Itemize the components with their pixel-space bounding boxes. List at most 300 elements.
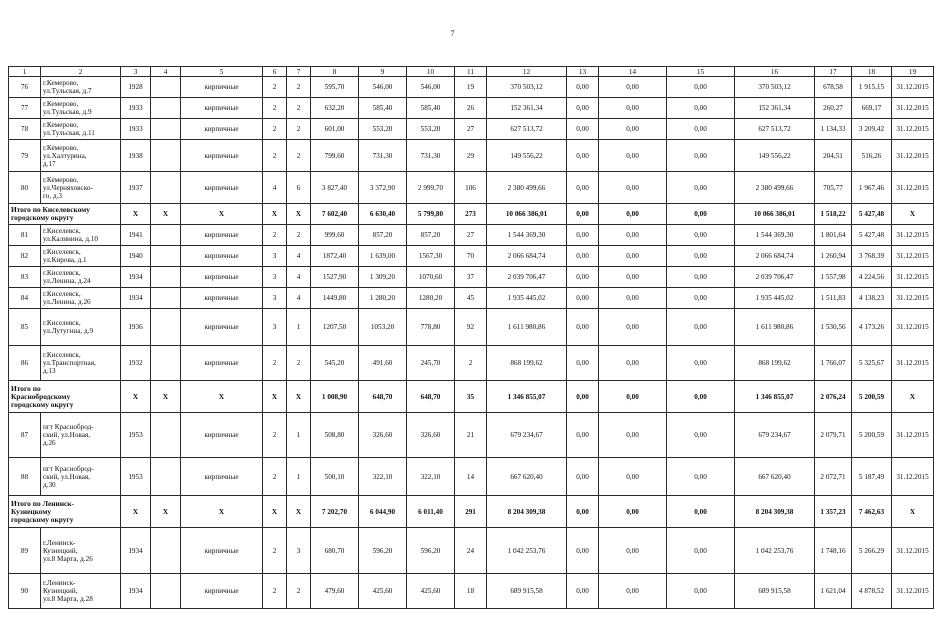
column-header: 14	[599, 67, 667, 77]
table-cell: 80	[9, 172, 41, 204]
table-cell: 5 427,48	[852, 204, 892, 225]
table-cell: 0,00	[667, 77, 735, 98]
table-cell: 6 044,90	[359, 496, 407, 528]
table-cell: 1 611 980,86	[487, 309, 567, 346]
table-cell: 516,26	[852, 140, 892, 172]
table-cell: 857,20	[407, 225, 455, 246]
table-cell: 4 224,56	[852, 267, 892, 288]
table-cell: X	[263, 204, 287, 225]
table-cell: 0,00	[567, 98, 599, 119]
table-cell: 2	[263, 77, 287, 98]
table-cell: 0,00	[567, 346, 599, 381]
table-cell: 322,10	[407, 458, 455, 496]
table-cell: 2	[263, 225, 287, 246]
table-cell: 0,00	[567, 246, 599, 267]
table-cell: 90	[9, 574, 41, 609]
table-row	[9, 119, 934, 140]
table-cell: 1932	[121, 346, 151, 381]
table-cell: 2	[263, 458, 287, 496]
table-cell: 627 513,72	[487, 119, 567, 140]
table-cell: 2	[287, 140, 311, 172]
table-cell: 245,70	[407, 346, 455, 381]
table-cell: 0,00	[667, 309, 735, 346]
table-cell: 648,70	[359, 381, 407, 413]
table-cell: 370 503,12	[487, 77, 567, 98]
table-cell: 0,00	[667, 98, 735, 119]
table-cell: 868 199,62	[487, 346, 567, 381]
table-cell: 106	[455, 172, 487, 204]
table-cell: 86	[9, 346, 41, 381]
table-cell: 83	[9, 267, 41, 288]
table-cell: 326,60	[359, 413, 407, 458]
table-cell: 3	[263, 267, 287, 288]
table-cell: 0,00	[667, 119, 735, 140]
table-cell: 88	[9, 458, 41, 496]
table-row	[9, 458, 934, 496]
table-cell: 87	[9, 413, 41, 458]
table-cell: 31.12.2015	[892, 288, 934, 309]
table-cell: 149 556,22	[487, 140, 567, 172]
table-cell	[151, 77, 181, 98]
table-cell: 6 630,40	[359, 204, 407, 225]
table-cell: 31.12.2015	[892, 119, 934, 140]
table-cell: 370 503,12	[735, 77, 815, 98]
table-cell: 0,00	[599, 458, 667, 496]
table-cell: 5 325,67	[852, 346, 892, 381]
table-cell: 26	[455, 98, 487, 119]
table-cell: кирпичные	[181, 288, 263, 309]
table-cell	[151, 346, 181, 381]
table-cell: 152 361,34	[487, 98, 567, 119]
table-cell: 0,00	[567, 413, 599, 458]
table-cell: 500,10	[311, 458, 359, 496]
table-cell: г.Кемерово, ул.Халтурина, д.17	[41, 140, 121, 172]
table-cell: 0,00	[667, 288, 735, 309]
table-cell: 2 039 706,47	[487, 267, 567, 288]
table-cell: 31.12.2015	[892, 98, 934, 119]
column-header: 13	[567, 67, 599, 77]
column-header: 16	[735, 67, 815, 77]
table-cell: 4	[287, 267, 311, 288]
table-cell: 77	[9, 98, 41, 119]
table-cell: г.Ленинск- Кузнецкий, ул.8 Марта, д.26	[41, 528, 121, 574]
table-cell: 3 827,40	[311, 172, 359, 204]
table-cell: 595,70	[311, 77, 359, 98]
table-cell: X	[151, 204, 181, 225]
table-cell: 78	[9, 119, 41, 140]
table-cell: 8 204 309,38	[487, 496, 567, 528]
table-cell: 0,00	[567, 267, 599, 288]
table-cell: 2	[263, 413, 287, 458]
table-cell: 4 138,23	[852, 288, 892, 309]
table-cell: 1 530,56	[815, 309, 852, 346]
table-cell: 491,60	[359, 346, 407, 381]
table-cell: 0,00	[599, 528, 667, 574]
table-cell: 2	[287, 346, 311, 381]
table-cell: 0,00	[567, 225, 599, 246]
table-cell: 5 200,59	[852, 381, 892, 413]
table-cell: 0,00	[599, 309, 667, 346]
table-cell: 0,00	[599, 381, 667, 413]
table-cell: пгт Красноброд- ский, ул.Новая, д.26	[41, 413, 121, 458]
table-cell: 0,00	[599, 225, 667, 246]
table-cell: X	[892, 496, 934, 528]
table-row	[9, 77, 934, 98]
table-cell: 689 915,58	[487, 574, 567, 609]
table-cell: 27	[455, 119, 487, 140]
table-cell: 0,00	[599, 288, 667, 309]
table-cell: X	[287, 381, 311, 413]
table-cell: 2 066 684,74	[735, 246, 815, 267]
header-row	[9, 67, 934, 77]
table-cell: 1 008,90	[311, 381, 359, 413]
table-cell: 24	[455, 528, 487, 574]
table-cell: 0,00	[567, 458, 599, 496]
table-cell: кирпичные	[181, 246, 263, 267]
table-cell: 1 611 980,86	[735, 309, 815, 346]
column-header: 8	[311, 67, 359, 77]
table-cell: 1 042 253,76	[487, 528, 567, 574]
table-cell: 0,00	[667, 528, 735, 574]
table-cell: 705,77	[815, 172, 852, 204]
table-row	[9, 309, 934, 346]
table-cell: г.Киселевск, ул.Кирова, д.1	[41, 246, 121, 267]
table-cell: кирпичные	[181, 458, 263, 496]
table-row	[9, 574, 934, 609]
table-cell: 999,60	[311, 225, 359, 246]
table-cell	[151, 309, 181, 346]
table-cell: 553,20	[407, 119, 455, 140]
table-row	[9, 288, 934, 309]
table-cell: 689 915,58	[735, 574, 815, 609]
table-cell: 0,00	[599, 496, 667, 528]
table-cell: 0,00	[667, 346, 735, 381]
column-header: 3	[121, 67, 151, 77]
table-cell: 1 748,16	[815, 528, 852, 574]
table-cell: 1 346 855,07	[487, 381, 567, 413]
column-header: 2	[41, 67, 121, 77]
table-cell: 425,60	[407, 574, 455, 609]
table-cell: 1940	[121, 246, 151, 267]
column-header: 5	[181, 67, 263, 77]
table-cell: 291	[455, 496, 487, 528]
table-cell: 1 557,98	[815, 267, 852, 288]
table-row	[9, 98, 934, 119]
table-cell: 92	[455, 309, 487, 346]
page-number: 7	[450, 29, 455, 38]
table-cell: 1 766,07	[815, 346, 852, 381]
table-cell: 1872,40	[311, 246, 359, 267]
table-cell: 5 187,49	[852, 458, 892, 496]
table-cell: 1 915,15	[852, 77, 892, 98]
table-cell: 0,00	[567, 574, 599, 609]
table-cell: 89	[9, 528, 41, 574]
table-cell	[151, 172, 181, 204]
table-cell: 479,60	[311, 574, 359, 609]
table-cell: 667 620,40	[735, 458, 815, 496]
table-cell: 3	[263, 309, 287, 346]
table-cell: 29	[455, 140, 487, 172]
table-cell: 1934	[121, 288, 151, 309]
table-cell: 35	[455, 381, 487, 413]
table-cell: кирпичные	[181, 574, 263, 609]
table-cell: 2 999,70	[407, 172, 455, 204]
table-cell: г.Кемерово, ул.Тульская, д.9	[41, 98, 121, 119]
table-cell: 0,00	[567, 288, 599, 309]
table-cell: X	[121, 381, 151, 413]
table-cell: 1 309,20	[359, 267, 407, 288]
table-cell: 7 462,63	[852, 496, 892, 528]
table-cell: 2	[455, 346, 487, 381]
column-header: 9	[359, 67, 407, 77]
table-row	[9, 140, 934, 172]
table-cell: 1070,60	[407, 267, 455, 288]
table-cell: г.Киселевск, ул.Лутугина, д.9	[41, 309, 121, 346]
table-cell: 0,00	[567, 140, 599, 172]
table-cell: 731,30	[407, 140, 455, 172]
table-cell: г.Киселевск, ул.Ленина, д.24	[41, 267, 121, 288]
table-cell: 70	[455, 246, 487, 267]
table-cell: X	[181, 381, 263, 413]
table-cell: 1934	[121, 574, 151, 609]
table-cell: 7 602,40	[311, 204, 359, 225]
table-cell: 31.12.2015	[892, 172, 934, 204]
table-cell	[151, 458, 181, 496]
column-header: 17	[815, 67, 852, 77]
table-cell: 868 199,62	[735, 346, 815, 381]
table-cell: X	[151, 496, 181, 528]
table-cell: 546,00	[359, 77, 407, 98]
table-cell: г.Кемерово, ул.Тульская, д.11	[41, 119, 121, 140]
table-cell: 0,00	[667, 225, 735, 246]
table-cell: 3	[263, 288, 287, 309]
table-cell: г.Кемерово, ул.Черняховско- го, д.3	[41, 172, 121, 204]
column-header: 7	[287, 67, 311, 77]
table-cell: 2 380 499,66	[487, 172, 567, 204]
table-cell: 1053,20	[359, 309, 407, 346]
table-cell: г.Ленинск- Кузнецкий, ул.8 Марта, д.28	[41, 574, 121, 609]
table-cell: 1 967,46	[852, 172, 892, 204]
table-cell: 1937	[121, 172, 151, 204]
table-cell: 0,00	[567, 381, 599, 413]
table-cell: X	[121, 496, 151, 528]
column-header: 11	[455, 67, 487, 77]
table-cell: кирпичные	[181, 77, 263, 98]
table-cell: 76	[9, 77, 41, 98]
table-cell: 778,80	[407, 309, 455, 346]
table-row	[9, 413, 934, 458]
table-cell: 1 346 855,07	[735, 381, 815, 413]
table-cell: X	[287, 496, 311, 528]
table-cell: 2 066 684,74	[487, 246, 567, 267]
table-cell: 596,20	[407, 528, 455, 574]
table-cell: 0,00	[667, 246, 735, 267]
table-cell: 2	[287, 98, 311, 119]
table-cell: 273	[455, 204, 487, 225]
table-cell: 508,80	[311, 413, 359, 458]
table-cell: кирпичные	[181, 225, 263, 246]
subtotal-row	[9, 381, 934, 413]
table-cell: 1938	[121, 140, 151, 172]
column-header: 10	[407, 67, 455, 77]
table-cell: 0,00	[567, 204, 599, 225]
table-cell: 0,00	[599, 140, 667, 172]
table-row	[9, 267, 934, 288]
table-cell: 1941	[121, 225, 151, 246]
table-cell: 0,00	[599, 346, 667, 381]
table-cell: 546,00	[407, 77, 455, 98]
table-cell: 0,00	[567, 77, 599, 98]
table-cell: 1936	[121, 309, 151, 346]
table-row	[9, 346, 934, 381]
table-cell: кирпичные	[181, 98, 263, 119]
table-cell: X	[181, 204, 263, 225]
subtotal-label: Итого по Ленинск- Кузнецкому городскому округу	[9, 496, 121, 528]
table-cell: 2	[263, 528, 287, 574]
table-cell: 1 260,94	[815, 246, 852, 267]
table-cell: 679 234,67	[735, 413, 815, 458]
table-cell: 152 361,34	[735, 98, 815, 119]
table-cell: 1 511,83	[815, 288, 852, 309]
table-cell: кирпичные	[181, 309, 263, 346]
table-cell: 1933	[121, 98, 151, 119]
table-cell: 27	[455, 225, 487, 246]
table-cell: 731,30	[359, 140, 407, 172]
table-cell: X	[121, 204, 151, 225]
table-cell: X	[892, 204, 934, 225]
table-cell: 322,10	[359, 458, 407, 496]
table-cell: 1 935 445,02	[735, 288, 815, 309]
table-cell: 1527,90	[311, 267, 359, 288]
table-cell: 1 639,00	[359, 246, 407, 267]
table-cell: 1953	[121, 458, 151, 496]
table-cell: 1 621,04	[815, 574, 852, 609]
table-cell: 1 544 369,30	[735, 225, 815, 246]
table-cell: 19	[455, 77, 487, 98]
table-cell: 37	[455, 267, 487, 288]
table-cell: г.Киселевск, ул.Ленина, д.26	[41, 288, 121, 309]
table-cell: г.Кемерово, ул.Тульская, д.7	[41, 77, 121, 98]
table-cell: X	[181, 496, 263, 528]
table-cell: 2 039 706,47	[735, 267, 815, 288]
subtotal-label: Итого по Краснобродскому городскому округу	[9, 381, 121, 413]
table-cell: кирпичные	[181, 528, 263, 574]
table-cell: 596,20	[359, 528, 407, 574]
table-cell: 1	[287, 413, 311, 458]
table-cell: X	[287, 204, 311, 225]
table-cell: 553,20	[359, 119, 407, 140]
table-cell: 0,00	[567, 309, 599, 346]
table-cell: 2	[287, 574, 311, 609]
table-row	[9, 246, 934, 267]
table-body	[9, 67, 934, 609]
column-header: 12	[487, 67, 567, 77]
table-row	[9, 528, 934, 574]
table-cell: 6 011,40	[407, 496, 455, 528]
table-cell: 0,00	[667, 381, 735, 413]
table-cell: 632,20	[311, 98, 359, 119]
table-cell: 648,70	[407, 381, 455, 413]
table-cell: 6	[287, 172, 311, 204]
table-cell: 3 372,90	[359, 172, 407, 204]
table-cell: 10 066 386,01	[487, 204, 567, 225]
table-cell: X	[263, 381, 287, 413]
table-cell: 85	[9, 309, 41, 346]
table-cell: 545,20	[311, 346, 359, 381]
table-cell	[151, 225, 181, 246]
table-cell	[151, 119, 181, 140]
table-cell: 31.12.2015	[892, 225, 934, 246]
column-header: 15	[667, 67, 735, 77]
table-cell: кирпичные	[181, 346, 263, 381]
table-cell: 18	[455, 574, 487, 609]
table-cell: 31.12.2015	[892, 346, 934, 381]
column-header: 6	[263, 67, 287, 77]
table-cell: X	[892, 381, 934, 413]
table-cell: 7 202,70	[311, 496, 359, 528]
table-cell: 2 072,71	[815, 458, 852, 496]
table-cell: 2	[263, 98, 287, 119]
table-cell: 857,20	[359, 225, 407, 246]
subtotal-row	[9, 204, 934, 225]
table-cell: 678,58	[815, 77, 852, 98]
table-cell: 10 066 386,01	[735, 204, 815, 225]
table-cell: 3 209,42	[852, 119, 892, 140]
table-cell: 1933	[121, 119, 151, 140]
table-cell: 31.12.2015	[892, 309, 934, 346]
table-cell: 5 427,48	[852, 225, 892, 246]
table-cell: 1567,30	[407, 246, 455, 267]
table-cell: 2 380 499,66	[735, 172, 815, 204]
table-cell: 81	[9, 225, 41, 246]
table-cell: 1 801,64	[815, 225, 852, 246]
table-cell: 1 518,22	[815, 204, 852, 225]
table-cell: 1 935 445,02	[487, 288, 567, 309]
table-cell: 31.12.2015	[892, 77, 934, 98]
table-cell: 1953	[121, 413, 151, 458]
table-cell	[151, 98, 181, 119]
table-cell: 2	[287, 77, 311, 98]
table-cell	[151, 413, 181, 458]
table-cell: 204,51	[815, 140, 852, 172]
table-cell: 1 544 369,30	[487, 225, 567, 246]
table-cell: 0,00	[567, 496, 599, 528]
table-cell: 4	[287, 246, 311, 267]
table-cell: г.Киселевск, ул.Калинина, д.10	[41, 225, 121, 246]
table-cell	[151, 267, 181, 288]
table-cell: 0,00	[599, 246, 667, 267]
table-cell	[151, 140, 181, 172]
table-cell: 4	[263, 172, 287, 204]
table-cell: 2	[263, 140, 287, 172]
table-cell: 0,00	[567, 119, 599, 140]
table-cell: 0,00	[599, 413, 667, 458]
table-cell: 0,00	[567, 528, 599, 574]
table-cell: 82	[9, 246, 41, 267]
table-cell: 2	[263, 346, 287, 381]
table-cell: 79	[9, 140, 41, 172]
table-cell: 8 204 309,38	[735, 496, 815, 528]
table-cell: 326,60	[407, 413, 455, 458]
table-cell: 1928	[121, 77, 151, 98]
table-cell: 1449,80	[311, 288, 359, 309]
table-cell: 0,00	[667, 413, 735, 458]
table-cell: 5 200,59	[852, 413, 892, 458]
table-cell: 260,27	[815, 98, 852, 119]
table-cell: 799,60	[311, 140, 359, 172]
housing-table	[8, 66, 934, 609]
table-cell: 1280,20	[407, 288, 455, 309]
